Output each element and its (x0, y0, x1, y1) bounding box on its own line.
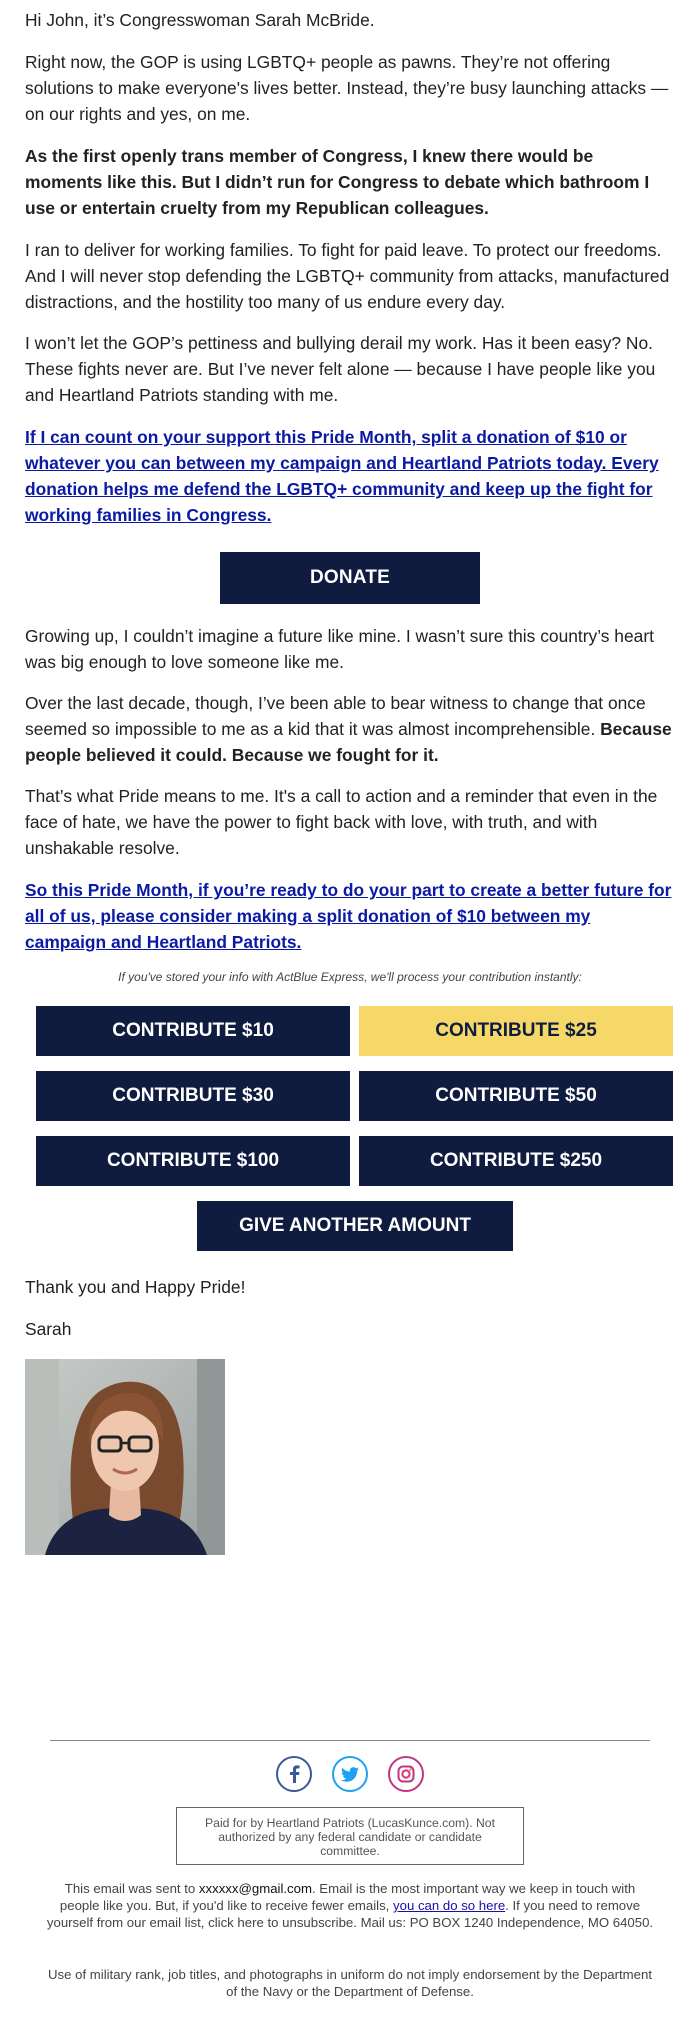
footer-sent-suffix: . If you need to remove yourself from our email list, click here to unsubscribe. Mail us: PO BOX 1240 Independence, MO 64050. (46, 1898, 654, 1930)
footer-military-disclaimer: Use of military rank, job titles, and photographs in uniform do not imply endorsement by the Department of the Navy or the Department of Defense. (48, 1967, 652, 1999)
paragraph-gop-attacks: Right now, the GOP is using LGBTQ+ people as pawns. They’re not offering solutions to make everyone's lives better. Instead, they’re busy launching attacks — on our rights and yes, on me. (25, 52, 669, 124)
give-another-amount-button[interactable]: GIVE ANOTHER AMOUNT (197, 1201, 513, 1251)
donation-link-1-text[interactable]: If I can count on your support this Pride Month, split a donation of $10 or whatever you can between my campaign and Heartland Patriots today. Every donation helps me defend the LGBTQ+ community and keep up the fight for working families in Congress. (25, 427, 659, 525)
contribute-10-button[interactable]: CONTRIBUTE $10 (36, 1006, 350, 1056)
contribute-250-button[interactable]: CONTRIBUTE $250 (359, 1136, 673, 1186)
donate-button[interactable]: DONATE (220, 552, 480, 604)
footer-email-notice (45, 1880, 655, 1931)
instagram-icon[interactable] (388, 1756, 424, 1792)
contribute-50-button[interactable]: CONTRIBUTE $50 (359, 1071, 673, 1121)
signature: Sarah (25, 1319, 72, 1339)
footer-divider (50, 1740, 650, 1741)
facebook-icon[interactable] (276, 1756, 312, 1792)
footer-sent-middle: . Email is the most important way we keep in touch with people like you. But, if you'd like to receive fewer emails, (59, 1881, 636, 1913)
footer-recipient-email: xxxxxx@gmail.com (198, 1881, 312, 1896)
paragraph-last-decade-text: Over the last decade, though, I’ve been able to bear witness to change that once seemed so impossible to me as a kid that it was almost incomprehensible. (25, 693, 646, 739)
thanks-line: Thank you and Happy Pride! (25, 1277, 246, 1297)
footer-sent-prefix: This email was sent to (64, 1881, 199, 1896)
paragraph-pride-means: That’s what Pride means to me. It's a call to action and a reminder that even in the face of hate, we have the power to fight back with love, with truth, and with unshakable resolve. (25, 786, 658, 858)
donation-link-2[interactable] (25, 877, 675, 955)
greeting: Hi John, it’s Congresswoman Sarah McBride. (25, 10, 375, 30)
fewer-emails-link[interactable]: you can do so here (393, 1898, 506, 1913)
facebook-glyph (287, 1765, 301, 1783)
paragraph-growing-up: Growing up, I couldn’t imagine a future like mine. I wasn’t sure this country’s heart was big enough to love someone like me. (25, 626, 654, 672)
contribute-25-button[interactable]: CONTRIBUTE $25 (359, 1006, 673, 1056)
paragraph-last-decade (25, 690, 675, 768)
contribute-30-button[interactable]: CONTRIBUTE $30 (36, 1071, 350, 1121)
paragraph-not-alone: I won’t let the GOP’s pettiness and bullying derail my work. Has it been easy? No. These fights never are. But I’ve never felt alone — because I have people like you and Heartland Patriots standing with me. (25, 333, 656, 405)
donation-link-2-text[interactable]: So this Pride Month, if you’re ready to do your part to create a better future for all of us, please consider making a split donation of $10 between my campaign and Heartland Patriots. (25, 880, 672, 952)
paragraph-last-decade-bold: Because people believed it could. Because we fought for it. (25, 719, 672, 765)
twitter-glyph (341, 1767, 359, 1782)
paragraph-working-families: I ran to deliver for working families. To fight for paid leave. To protect our freedoms. And I will never stop defending the LGBTQ+ community from attacks, manufactured distractions, and the hostility too many of us endure every day. (25, 240, 670, 312)
instagram-glyph (397, 1765, 415, 1783)
actblue-express-note: If you've stored your info with ActBlue Express, we'll process your contribution instantly: (118, 970, 582, 984)
paid-for-disclaimer: Paid for by Heartland Patriots (LucasKunce.com). Not authorized by any federal candidate or candidate committee. (176, 1807, 524, 1865)
twitter-icon[interactable] (332, 1756, 368, 1792)
portrait-illustration (25, 1359, 225, 1555)
donation-link-1[interactable] (25, 424, 675, 528)
portrait-photo (25, 1359, 225, 1555)
paragraph-trans-member: As the first openly trans member of Congress, I knew there would be moments like this. But I didn’t run for Congress to debate which bathroom I use or entertain cruelty from my Republican colleagues. (25, 146, 650, 218)
contribute-100-button[interactable]: CONTRIBUTE $100 (36, 1136, 350, 1186)
